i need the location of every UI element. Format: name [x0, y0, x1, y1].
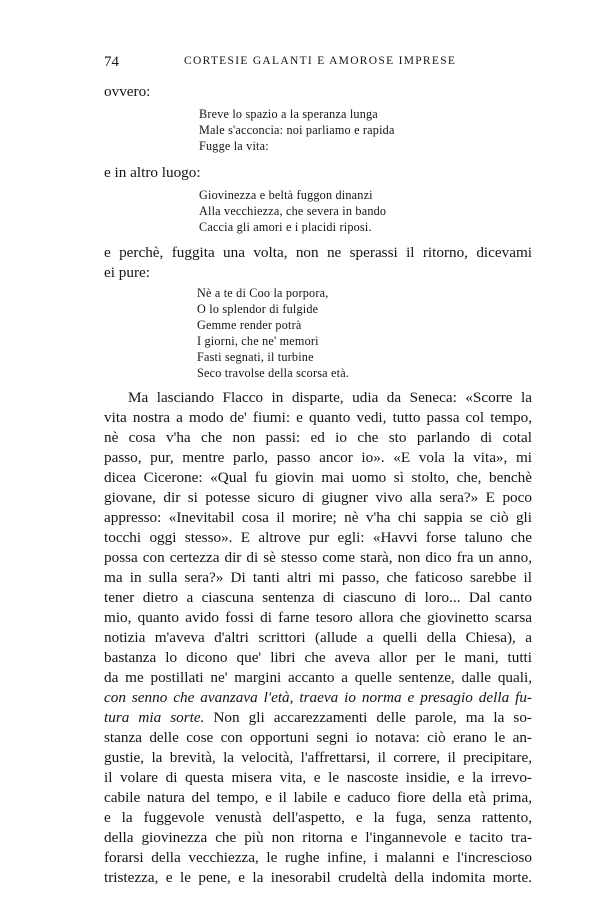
prose-line: e perchè, fuggita una volta, non ne sperassi il ritorno, dicevami [104, 244, 532, 261]
prose-line: Ma lasciando Flacco in disparte, udia da Seneca: «Scorre la [128, 389, 532, 406]
verse-line: Seco travolse della scorsa età. [197, 366, 350, 380]
page-number: 74 [104, 54, 119, 70]
verse-line: Fugge la vita: [199, 139, 269, 153]
verse-line: Giovinezza e beltà fuggon dinanzi [199, 188, 373, 202]
prose-line: da me postillati ne' margini accanto a quelle sentenze, dalle quali, [104, 669, 532, 686]
prose-line: ma in sulla sera?» Di tanti altri mi passo, che faticoso sarebbe il [104, 569, 532, 586]
intro-ovvero: ovvero: [104, 83, 151, 100]
verse-line: Breve lo spazio a la speranza lunga [199, 107, 378, 121]
prose-line-mixed [104, 710, 532, 725]
prose-line: dicea Cicerone: «Qual fu giovin mai uomo sì stolto, che, benchè [104, 469, 532, 486]
prose-line-italic: con senno che avanzava l'età, traeva io norma e presagio della fu- [104, 689, 532, 706]
intro-altro-luogo: e in altro luogo: [104, 164, 201, 181]
prose-line: tocchi oggi stesso». E altrove pur egli: «Havvi forse taluno che [104, 529, 532, 546]
prose-line: passo, pur, mentre parlo, passo ancor io». «E vola la vita», mi [104, 449, 532, 466]
prose-line: tristezza, e le pene, e la inesorabil crudeltà della indomita morte. [104, 869, 532, 886]
verse-line: Nè a te di Coo la porpora, [197, 286, 329, 300]
prose-line: della giovinezza che più non ritorna e l'ingannevole e tacito tra- [104, 829, 532, 846]
verse-line: Fasti segnati, il turbine [197, 350, 314, 364]
prose-line: nè cosa v'ha che non passi: ed io che sto parlando di cotal [104, 429, 532, 446]
prose-line: mio, quanto avido fossi di farne tesoro allora che giovinetto scarsa [104, 609, 532, 626]
prose-line: forarsi della vecchiezza, le rughe infine, i malanni e l'increscioso [104, 849, 532, 866]
verse-line: Caccia gli amori e i placidi riposi. [199, 220, 372, 234]
italic-fragment: tura mia sorte. [104, 709, 205, 726]
verse-line: Alla vecchiezza, che severa in bando [199, 204, 387, 218]
prose-line: gustie, la brevità, la velocità, l'affrettarsi, il correre, il precipitare, [104, 749, 532, 766]
prose-line: cabile natura del tempo, e il labile e caduco fiore della età prima, [104, 789, 532, 806]
running-title: CORTESIE GALANTI E AMOROSE IMPRESE [184, 55, 457, 67]
verse-line: Gemme render potrà [197, 318, 302, 332]
prose-line: tener dietro a ciascuna sentenza di ciascuno di loro... Dal canto [104, 589, 532, 606]
prose-line: vita nostra a modo de' fiumi: e quanto vedi, tutto passa col tempo, [104, 409, 532, 426]
verse-line: Male s'acconcia: noi parliamo e rapida [199, 123, 395, 137]
prose-line: possa con certezza dir di sè stesso come starà, non dico fra un anno, [104, 549, 532, 566]
prose-line: ei pure: [104, 264, 150, 281]
roman-fragment: Non gli accarezzamenti delle parole, ma la so- [204, 709, 532, 726]
prose-line: notizia m'aveva d'altri scrittori (allude a quelli della Chiesa), a [104, 629, 532, 646]
prose-line: il volare di questa misera vita, e le nascoste insidie, e la irrevo- [104, 769, 532, 786]
verse-line: O lo splendor di fulgide [197, 302, 319, 316]
verse-line: I giorni, che ne' memori [197, 334, 319, 348]
prose-line: e la fuggevole venustà dell'aspetto, e la fuga, senza rattento, [104, 809, 532, 826]
prose-line: bastanza lo dicono que' libri che aveva allor per le mani, tutti [104, 649, 532, 666]
prose-line: stanza delle cose con opportuni segni io notava: ciò erano le an- [104, 729, 532, 746]
prose-line: appresso: «Inevitabil cosa il morire; nè v'ha chi sappia se ciò gli [104, 509, 532, 526]
prose-line: giovane, dir si potesse sicuro di giugner vivo alla sera?» E poco [104, 489, 532, 506]
page-header [104, 54, 532, 74]
